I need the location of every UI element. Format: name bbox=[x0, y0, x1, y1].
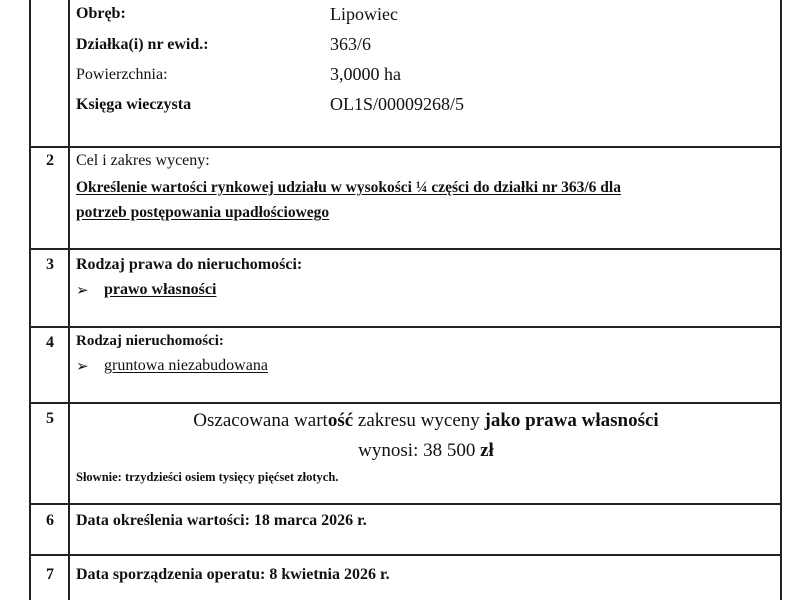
row-divider bbox=[29, 326, 782, 328]
table-column-divider bbox=[68, 0, 70, 600]
parcel-value: 363/6 bbox=[330, 34, 372, 54]
row-number: 5 bbox=[46, 410, 54, 427]
bullet-arrow-icon: ➢ bbox=[76, 359, 89, 375]
row-number: 2 bbox=[46, 152, 54, 169]
row-divider bbox=[29, 248, 782, 250]
valuation-purpose-title: Cel i zakres wyceny: bbox=[76, 152, 210, 169]
property-type-value: gruntowa niezabudowana bbox=[104, 357, 268, 374]
property-right-title: Rodzaj prawa do nieruchomości: bbox=[76, 256, 303, 273]
parcel-label: Działka(i) nr ewid.: bbox=[76, 36, 209, 53]
valuation-date: Data określenia wartości: 18 marca 2026 r. bbox=[76, 512, 367, 529]
row-number: 7 bbox=[46, 566, 54, 583]
precinct-value: Lipowiec bbox=[330, 4, 398, 24]
valuation-purpose-line: potrzeb postępowania upadłościowego bbox=[76, 204, 330, 221]
report-date: Data sporządzenia operatu: 8 kwietnia 2026 r. bbox=[76, 566, 390, 583]
area-label: Powierzchnia: bbox=[76, 66, 168, 83]
bullet-arrow-icon: ➢ bbox=[76, 283, 89, 299]
land-register-label: Księga wieczysta bbox=[76, 96, 192, 113]
row-number: 4 bbox=[46, 334, 54, 351]
row-divider bbox=[29, 554, 782, 556]
row-number: 6 bbox=[46, 512, 54, 529]
area-value: 3,0000 ha bbox=[330, 64, 401, 84]
estimated-value-heading: Oszacowana wartość zakresu wyceny jako prawa własności bbox=[193, 410, 659, 431]
value-in-words: Słownie: trzydzieści osiem tysięcy pięćset złotych. bbox=[76, 470, 339, 484]
property-right-value: prawo własności bbox=[104, 281, 217, 298]
row-divider bbox=[29, 503, 782, 505]
precinct-label: Obręb: bbox=[76, 5, 126, 22]
table-left-border bbox=[29, 0, 31, 600]
land-register-value: OL1S/00009268/5 bbox=[330, 94, 465, 114]
property-type-title: Rodzaj nieruchomości: bbox=[76, 333, 224, 349]
row-number: 3 bbox=[46, 256, 54, 273]
row-divider bbox=[29, 146, 782, 148]
valuation-purpose-line: Określenie wartości rynkowej udziału w wysokości ¼ części do działki nr 363/6 dla bbox=[76, 179, 621, 196]
estimated-value-amount: wynosi: 38 500 zł bbox=[358, 440, 494, 461]
table-right-border bbox=[780, 0, 782, 600]
row-divider bbox=[29, 402, 782, 404]
